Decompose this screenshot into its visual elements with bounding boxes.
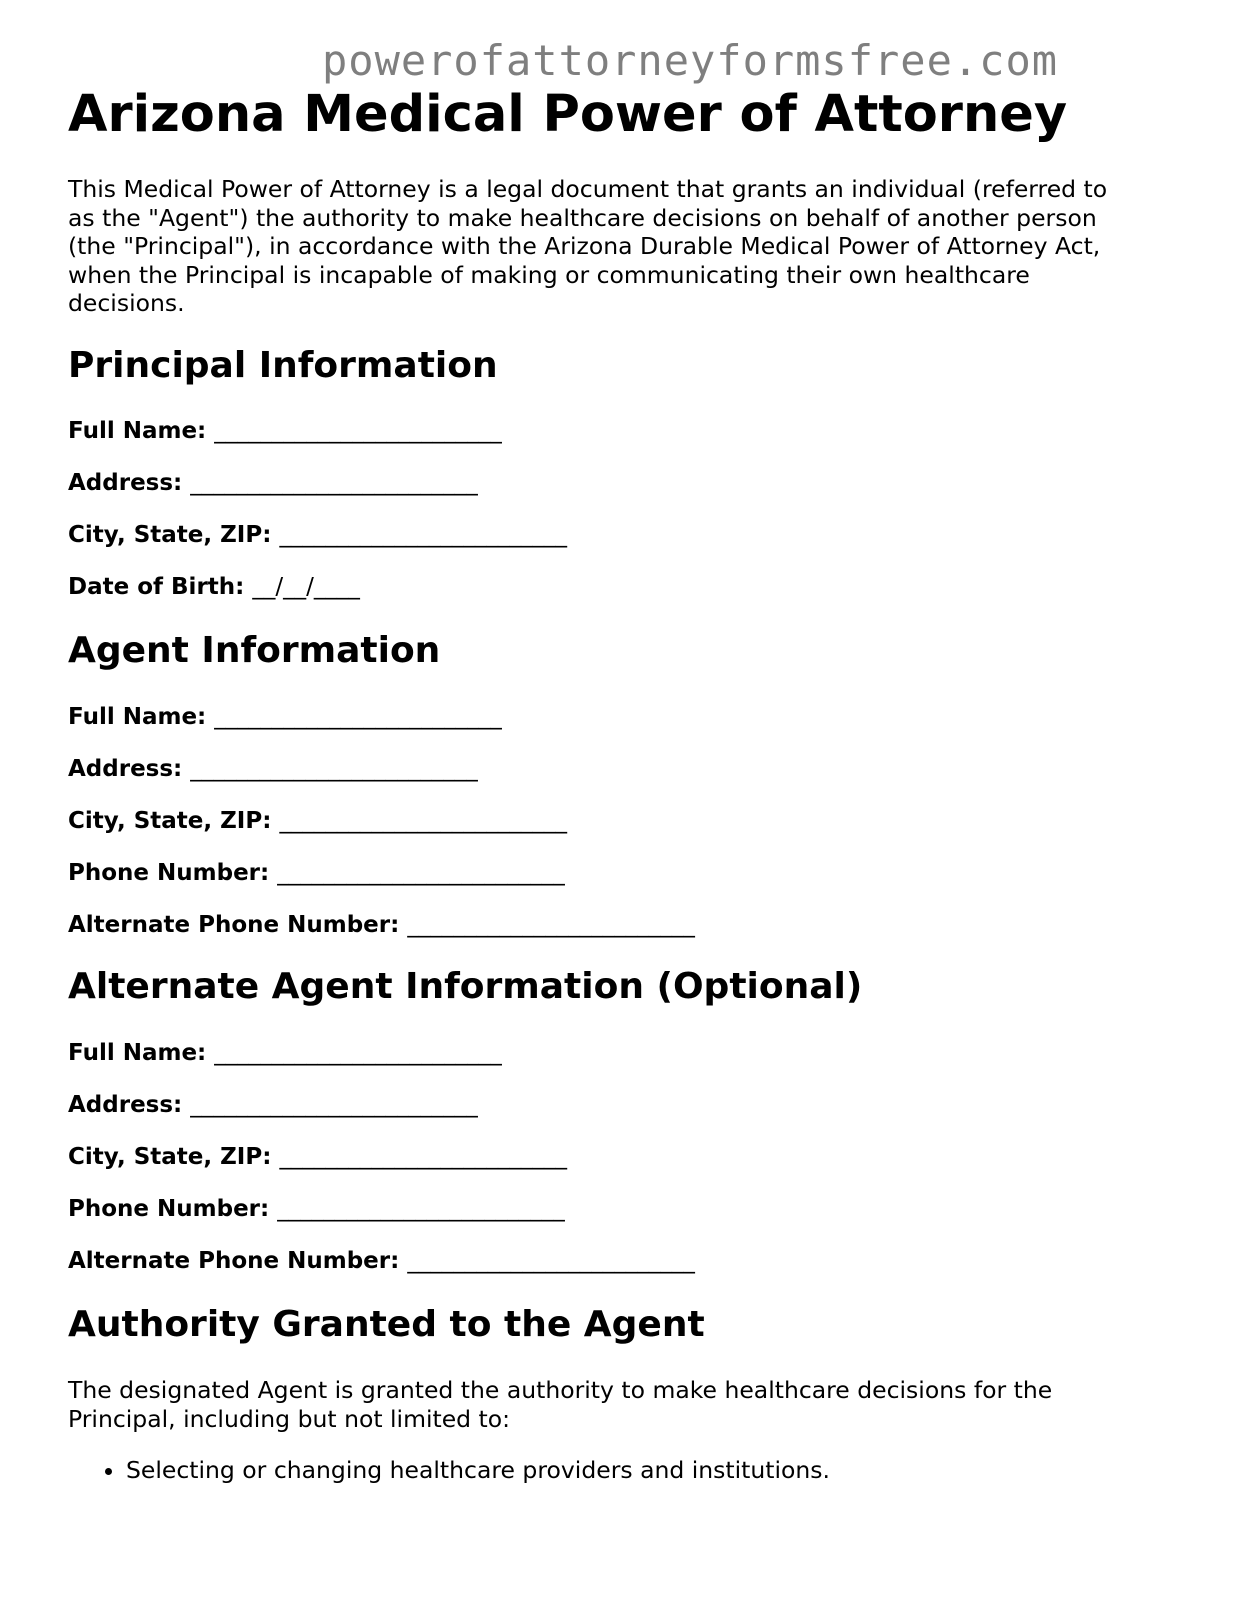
document-title: Arizona Medical Power of Attorney (68, 85, 1068, 144)
intro-paragraph: This Medical Power of Attorney is a legal document that grants an individual (referred to as the "Agent") the authority to make healthcare decisions on behalf of another person (the "Principal"), in accordance with the Arizona Durable Medical Power of Attorney Act, when the Principal is incapable of making or communicating their own healthcare decisions. (68, 175, 1108, 317)
agent-alternate-phone-field[interactable] (68, 912, 695, 940)
alternate-agent-address-field[interactable] (68, 1092, 478, 1120)
field-label: Date of Birth: (68, 574, 245, 600)
field-blank[interactable]: _________________________ (214, 704, 502, 730)
field-label: City, State, ZIP: (68, 522, 272, 548)
field-label: City, State, ZIP: (68, 1144, 272, 1170)
field-label: Address: (68, 756, 183, 782)
field-label: Address: (68, 1092, 183, 1118)
alternate-agent-phone-field[interactable] (68, 1196, 565, 1224)
agent-heading: Agent Information (68, 630, 441, 671)
authority-heading: Authority Granted to the Agent (68, 1304, 705, 1345)
field-label: City, State, ZIP: (68, 808, 272, 834)
field-blank[interactable]: _________________________ (279, 808, 567, 834)
field-blank[interactable]: _________________________ (407, 912, 695, 938)
agent-address-field[interactable] (68, 756, 478, 784)
principal-full-name-field[interactable] (68, 418, 502, 446)
agent-full-name-field[interactable] (68, 704, 502, 732)
field-label: Alternate Phone Number: (68, 1248, 400, 1274)
field-blank[interactable]: _________________________ (407, 1248, 695, 1274)
agent-city-state-zip-field[interactable] (68, 808, 567, 836)
alternate-agent-city-state-zip-field[interactable] (68, 1144, 567, 1172)
field-blank[interactable]: _________________________ (279, 1144, 567, 1170)
field-label: Full Name: (68, 418, 207, 444)
field-label: Phone Number: (68, 860, 270, 886)
field-blank[interactable]: _________________________ (190, 1092, 478, 1118)
field-blank[interactable]: __/__/____ (252, 574, 360, 600)
field-label: Full Name: (68, 704, 207, 730)
field-label: Phone Number: (68, 1196, 270, 1222)
principal-city-state-zip-field[interactable] (68, 522, 567, 550)
field-blank[interactable]: _________________________ (214, 1040, 502, 1066)
field-blank[interactable]: _________________________ (279, 522, 567, 548)
alternate-agent-heading: Alternate Agent Information (Optional) (68, 966, 863, 1007)
field-blank[interactable]: _________________________ (190, 756, 478, 782)
field-label: Full Name: (68, 1040, 207, 1066)
agent-phone-field[interactable] (68, 860, 565, 888)
field-blank[interactable]: _________________________ (277, 1196, 565, 1222)
authority-paragraph: The designated Agent is granted the authority to make healthcare decisions for the Principal, including but not limited to: (68, 1376, 1053, 1433)
field-blank[interactable]: _________________________ (190, 470, 478, 496)
field-blank[interactable]: _________________________ (214, 418, 502, 444)
principal-date-of-birth-field[interactable] (68, 574, 360, 602)
field-label: Alternate Phone Number: (68, 912, 400, 938)
list-item: • Selecting or changing healthcare providers and institutions. (126, 1456, 830, 1485)
field-label: Address: (68, 470, 183, 496)
authority-list (68, 1456, 830, 1485)
alternate-agent-full-name-field[interactable] (68, 1040, 502, 1068)
principal-address-field[interactable] (68, 470, 478, 498)
field-blank[interactable]: _________________________ (277, 860, 565, 886)
principal-heading: Principal Information (68, 345, 498, 386)
alternate-agent-alternate-phone-field[interactable] (68, 1248, 695, 1276)
watermark: powerofattorneyformsfree.com (322, 36, 1059, 85)
